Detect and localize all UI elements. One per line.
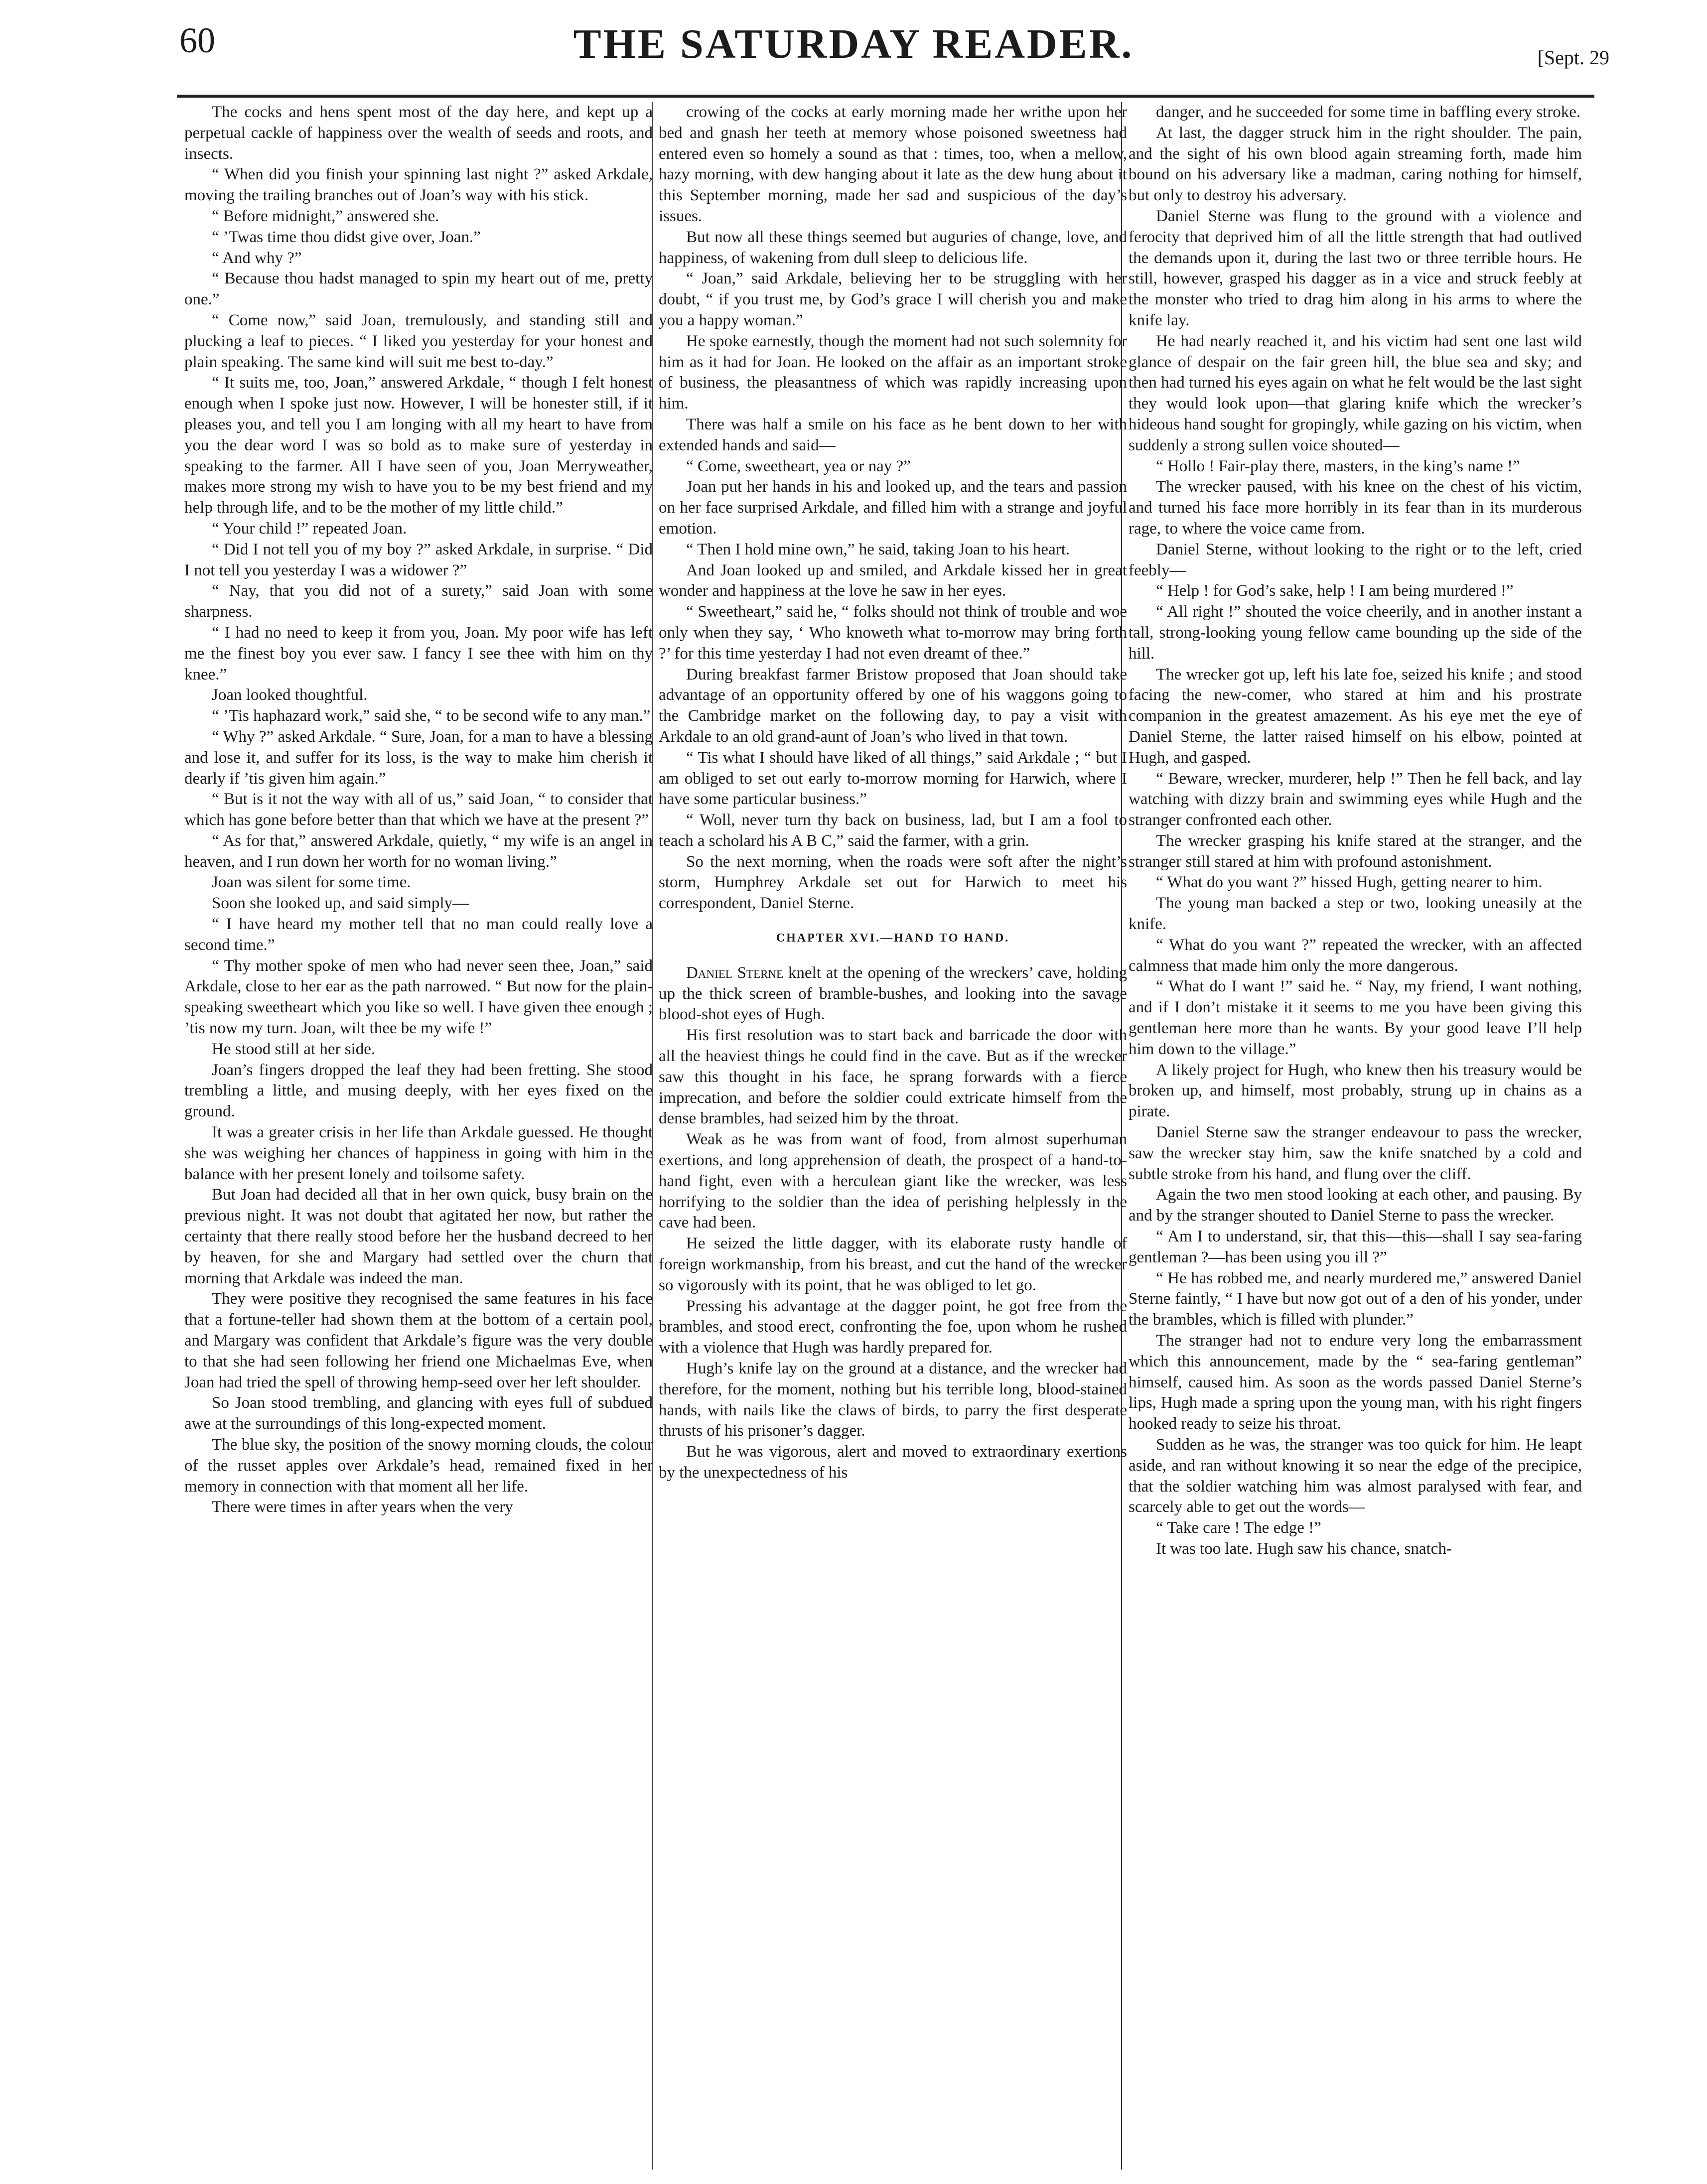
paragraph: He had nearly reached it, and his victim had sent one last wild glance of despair on the fair green hill, the blue sea and sky; and then had turned his eyes again on what he felt would be the last sight they would look upon—that glaring knife which the wrecker’s hideous hand sought for gropingly, while gazing on his victim, when suddenly a strong sullen voice shouted—	[1129, 332, 1582, 454]
paragraph: “ When did you finish your spinning last night ?” asked Arkdale, moving the trailing branches out of Joan’s way with his stick.	[184, 165, 653, 205]
paragraph: “ Tis what I should have liked of all things,” said Arkdale ; “ but I am obliged to set out early to-morrow morning for Harwich, where I have some particular business.”	[659, 748, 1127, 809]
paragraph: Again the two men stood looking at each other, and pausing. By and by the stranger shouted to Daniel Sterne to pass the wrecker.	[1129, 1186, 1582, 1225]
paragraph: But Joan had decided all that in her own quick, busy brain on the previous night. It was not doubt that agitated her now, but rather the certainty that there really stood before her the husband decreed to her by heaven, for she and Margary had settled over the churn that morning that Arkdale was indeed the man.	[184, 1186, 653, 1287]
paragraph: Daniel Sterne was flung to the ground with a violence and ferocity that deprived him of all the little strength that had outlived the demands upon it, during the last two or three terrible hours. He still, however, grasped his dagger as in a vice and struck feebly at the monster who tried to drag him along in his arms to where the knife lay.	[1129, 207, 1582, 329]
paragraph: “ He has robbed me, and nearly murdered me,” answered Daniel Sterne faintly, “ I have but now got out of a den of his yonder, under the brambles, which is filled with plunder.”	[1129, 1269, 1582, 1329]
paragraph: “ Then I hold mine own,” he said, taking Joan to his heart.	[686, 540, 1070, 558]
paragraph: “ Nay, that you did not of a surety,” said Joan with some sharpness.	[184, 582, 653, 621]
paragraph: “ Did I not tell you of my boy ?” asked Arkdale, in surprise. “ Did I not tell you yesterday I was a widower ?”	[184, 540, 653, 579]
header-rule	[177, 95, 1594, 98]
text-column-3	[1129, 102, 1582, 2170]
paragraph: “ Your child !” repeated Joan.	[212, 519, 407, 538]
chapter-opening-name: Daniel Sterne	[686, 963, 784, 982]
chapter-opening-text: knelt at the opening of the wreckers’ cave, holding up the thick screen of bramble-bushes, and looking into the savage blood-shot eyes of Hugh.	[659, 963, 1127, 1024]
paragraph: At last, the dagger struck him in the right shoulder. The pain, and the sight of his own blood again streaming forth, made him bound on his adversary like a madman, caring nothing for himself, but only to destroy his adversary.	[1129, 124, 1582, 205]
paragraph: “ Am I to understand, sir, that this—this—shall I say sea-faring gentleman ?—has been using you ill ?”	[1129, 1228, 1582, 1266]
paragraph: They were positive they recognised the same features in his face that a fortune-teller had shown them at the bottom of a certain pool, and Margary was confident that Arkdale’s figure was the very double to that she had seen following her friend one Michaelmas Eve, when Joan had tried the spell of throwing hemp-seed over her left shoulder.	[184, 1290, 653, 1391]
paragraph: Soon she looked up, and said simply—	[212, 894, 469, 913]
paragraph: So the next morning, when the roads were soft after the night’s storm, Humphrey Arkdale set out for Harwich to meet his correspondent, Daniel Sterne.	[659, 852, 1127, 913]
paragraph: crowing of the cocks at early morning made her writhe upon her bed and gnash her teeth at memory whose poisoned sweetness had entered even so homely a sound as that : times, too, when a mellow, hazy morning, with dew hanging about it late as the dew hung about it this September morning, made her sad and suspicious of the day’s issues.	[659, 103, 1127, 225]
paragraph: “ Joan,” said Arkdale, believing her to be struggling with her doubt, “ if you trust me, by God’s grace I will cherish you and make you a happy woman.”	[659, 270, 1127, 329]
paragraph: “ It suits me, too, Joan,” answered Arkdale, “ though I felt honest enough when I spoke just now. However, I will be honester still, if it pleases you, and tell you I am longing with all my heart to have from you the dear word I was so bold as to make sure of yesterday in speaking to the farmer. All I have seen of you, Joan Merryweather, makes more strong my wish to have you to be my best friend and my help through life, and to be the mother of my little child.”	[184, 374, 653, 517]
paragraph: But now all these things seemed but auguries of change, love, and happiness, of wakening from dull sleep to delicious life.	[659, 228, 1127, 267]
paragraph: “ Come now,” said Joan, tremulously, and standing still and plucking a leaf to pieces. “ I liked you yesterday for your honest and plain speaking. The same kind will suit me best to-day.”	[184, 311, 653, 371]
paragraph: “ I have heard my mother tell that no man could really love a second time.”	[184, 915, 653, 954]
paragraph: “ Woll, never turn thy back on business, lad, but I am a fool to teach a scholard his A B C,” said the farmer, with a grin.	[659, 811, 1127, 850]
paragraph: “ Sweetheart,” said he, “ folks should not think of trouble and woe only when they say, ‘ Who knoweth what to-morrow may bring forth ?’ for this time yesterday I had not even dreamt of thee.”	[659, 603, 1127, 663]
paragraph: There were times in after years when the very	[212, 1498, 513, 1516]
text-column-2	[659, 102, 1127, 2170]
paragraph: His first resolution was to start back and barricade the door with all the heaviest things he could find in the cave. But as if the wrecker saw this thought in his face, he sprang forwards with a fierce imprecation, and before the soldier could extricate himself from the dense brambles, had seized him by the throat.	[659, 1026, 1127, 1128]
paragraph: The young man backed a step or two, looking uneasily at the knife.	[1129, 894, 1582, 934]
paragraph: Weak as he was from want of food, from almost superhuman exertions, and long apprehension of death, the prospect of a hand-to-hand fight, even with a herculean giant like the wrecker, was less horrifying to the soldier than the idea of perishing helplessly in the cave had been.	[659, 1130, 1127, 1232]
paragraph: Joan’s fingers dropped the leaf they had been fretting. She stood trembling a little, and musing deeply, with her eyes fixed on the ground.	[184, 1061, 653, 1121]
paragraph: “ Take care ! The edge !”	[1156, 1519, 1321, 1537]
paragraph: “ As for that,” answered Arkdale, quietly, “ my wife is an angel in heaven, and I run down her worth for no woman living.”	[184, 831, 653, 871]
text-column-1	[184, 102, 653, 2170]
paragraph: “ What do you want ?” repeated the wrecker, with an affected calmness that made him only the more dangerous.	[1129, 936, 1582, 975]
paragraph: “ Thy mother spoke of men who had never seen thee, Joan,” said Arkdale, close to her ear as the path narrowed. “ But now for the plain-speaking sweetheart which you like so well. I have given thee enough ; ’tis now my turn. Joan, wilt thee be my wife !”	[184, 956, 653, 1038]
paragraph: Joan looked thoughtful.	[212, 686, 368, 704]
page-header	[0, 0, 1707, 100]
paragraph: The wrecker got up, left his late foe, seized his knife ; and stood facing the new-comer, who stared at him and his prostrate companion in the greatest amazement. As his eye met the eye of Daniel Sterne, the latter raised himself on his elbow, pointed at Hugh, and gasped.	[1129, 665, 1582, 767]
paragraph: “ Come, sweetheart, yea or nay ?”	[686, 457, 911, 475]
paragraph: So Joan stood trembling, and glancing with eyes full of subdued awe at the surroundings of this long-expected moment.	[184, 1394, 653, 1433]
paragraph: Sudden as he was, the stranger was too quick for him. He leapt aside, and ran without knowing it so near the edge of the precipice, that the soldier watching him was almost paralysed with fear, and scarcely able to get out the words—	[1129, 1436, 1582, 1516]
paragraph: Daniel Sterne, without looking to the right or to the left, cried feebly—	[1129, 540, 1582, 579]
page-number: 60	[179, 20, 215, 60]
paragraph: A likely project for Hugh, who knew then his treasury would be broken up, and himself, most probably, strung up in chains as a pirate.	[1129, 1061, 1582, 1121]
paragraph: Joan was silent for some time.	[212, 873, 411, 892]
paragraph: “ What do you want ?” hissed Hugh, getting nearer to him.	[1156, 873, 1543, 892]
paragraph: danger, and he succeeded for some time in baffling every stroke.	[1156, 103, 1581, 121]
paragraph: “ And why ?”	[212, 249, 302, 267]
paragraph: “ Because thou hadst managed to spin my heart out of me, pretty one.”	[184, 270, 653, 309]
paragraph: It was a greater crisis in her life than Arkdale guessed. He thought she was weighing her chances of happiness in going with him in the balance with her present lonely and toilsome safety.	[184, 1123, 653, 1183]
paragraph: Daniel Sterne saw the stranger endeavour to pass the wrecker, saw the wrecker stay him, saw the knife snatched by a cold and subtle stroke from his hand, and flung over the cliff.	[1129, 1123, 1582, 1183]
publication-title: THE SATURDAY READER.	[573, 21, 1134, 67]
paragraph: The stranger had not to endure very long the embarrassment which this announcement, made by the “ sea-faring gentleman” himself, caused him. As soon as the words passed Daniel Sterne’s lips, Hugh made a spring upon the young man, with his right fingers hooked ready to seize his throat.	[1129, 1332, 1582, 1433]
paragraph: The wrecker grasping his knife stared at the stranger, and the stranger still stared at him with profound astonishment.	[1129, 831, 1582, 871]
paragraph: “ ’Tis haphazard work,” said she, “ to be second wife to any man.”	[212, 707, 651, 725]
chapter-heading: CHAPTER XVI.—HAND TO HAND.	[776, 932, 1010, 945]
paragraph: The cocks and hens spent most of the day here, and kept up a perpetual cackle of happiness over the wealth of seeds and roots, and insects.	[184, 103, 653, 163]
paragraph: There was half a smile on his face as he bent down to her with extended hands and said—	[659, 415, 1127, 454]
paragraph: “ Before midnight,” answered she.	[212, 207, 439, 225]
paragraph: Hugh’s knife lay on the ground at a distance, and the wrecker had therefore, for the moment, nothing but his terrible long, blood-stained hands, with nails like the claws of birds, to parry the first desperate thrusts of his prisoner’s dagger.	[659, 1360, 1127, 1440]
paragraph: “ Help ! for God’s sake, help ! I am being murdered !”	[1156, 582, 1514, 600]
paragraph: Pressing his advantage at the dagger point, he got free from the brambles, and stood erect, confronting the foe, upon whom he rushed with a violence that Hugh was hardly prepared for.	[659, 1297, 1127, 1357]
paragraph: “ I had no need to keep it from you, Joan. My poor wife has left me the finest boy you ever saw. I fancy I see thee with him on thy knee.”	[184, 623, 653, 683]
paragraph: The blue sky, the position of the snowy morning clouds, the colour of the russet apples over Arkdale’s head, remained fixed in her memory in connection with that moment all her life.	[184, 1436, 653, 1496]
paragraph: He seized the little dagger, with its elaborate rusty handle of foreign workmanship, from his breast, and cut the hand of the wrecker so vigorously with its point, that he was obliged to let go.	[659, 1234, 1127, 1294]
paragraph: He spoke earnestly, though the moment had not such solemnity for him as it had for Joan. He looked on the affair as an important stroke of business, the pleasantness of which was rapidly increasing upon him.	[659, 332, 1127, 413]
paragraph: “ Beware, wrecker, murderer, help !” Then he fell back, and lay watching with dizzy brain and swimming eyes while Hugh and the stranger confronted each other.	[1129, 769, 1582, 829]
paragraph: “ Hollo ! Fair-play there, masters, in the king’s name !”	[1156, 457, 1520, 475]
paragraph: And Joan looked up and smiled, and Arkdale kissed her in great wonder and happiness at the love he saw in her eyes.	[659, 561, 1127, 600]
paragraph: “ What do I want !” said he. “ Nay, my friend, I want nothing, and if I don’t mistake it it seems to me you have been giving this gentleman here more than he wants. By your good leave I’ll help him down to the village.”	[1129, 977, 1582, 1058]
paragraph: “ But is it not the way with all of us,” said Joan, “ to consider that which has gone before better than that which we have at the present ?”	[184, 790, 653, 829]
paragraph: “ ’Twas time thou didst give over, Joan.”	[212, 228, 481, 246]
paragraph: “ All right !” shouted the voice cheerily, and in another instant a tall, strong-looking young fellow came bounding up the side of the hill.	[1129, 603, 1582, 663]
paragraph: The wrecker paused, with his knee on the chest of his victim, and turned his face more horribly in its fear than in its murderous rage, to where the voice came from.	[1129, 478, 1582, 538]
paragraph: It was too late. Hugh saw his chance, snatch-	[1156, 1539, 1452, 1558]
paragraph: But he was vigorous, alert and moved to extraordinary exertions by the unexpectedness of his	[659, 1443, 1127, 1482]
paragraph: During breakfast farmer Bristow proposed that Joan should take advantage of an opportunity offered by one of his waggons going to the Cambridge market on the following day, to pay a visit with Arkdale to an old grand-aunt of Joan’s who lived in that town.	[659, 665, 1127, 746]
paragraph: Joan put her hands in his and looked up, and the tears and passion on her face surprised Arkdale, and filled him with a strange and joyful emotion.	[659, 478, 1127, 538]
chapter-opening-paragraph	[659, 963, 1127, 1025]
issue-date: [Sept. 29	[1537, 46, 1609, 69]
paragraph: “ Why ?” asked Arkdale. “ Sure, Joan, for a man to have a blessing and lose it, and suffer for its loss, is the way to make him cherish it dearly if ’tis given him again.”	[184, 727, 653, 788]
paragraph: He stood still at her side.	[212, 1040, 376, 1058]
